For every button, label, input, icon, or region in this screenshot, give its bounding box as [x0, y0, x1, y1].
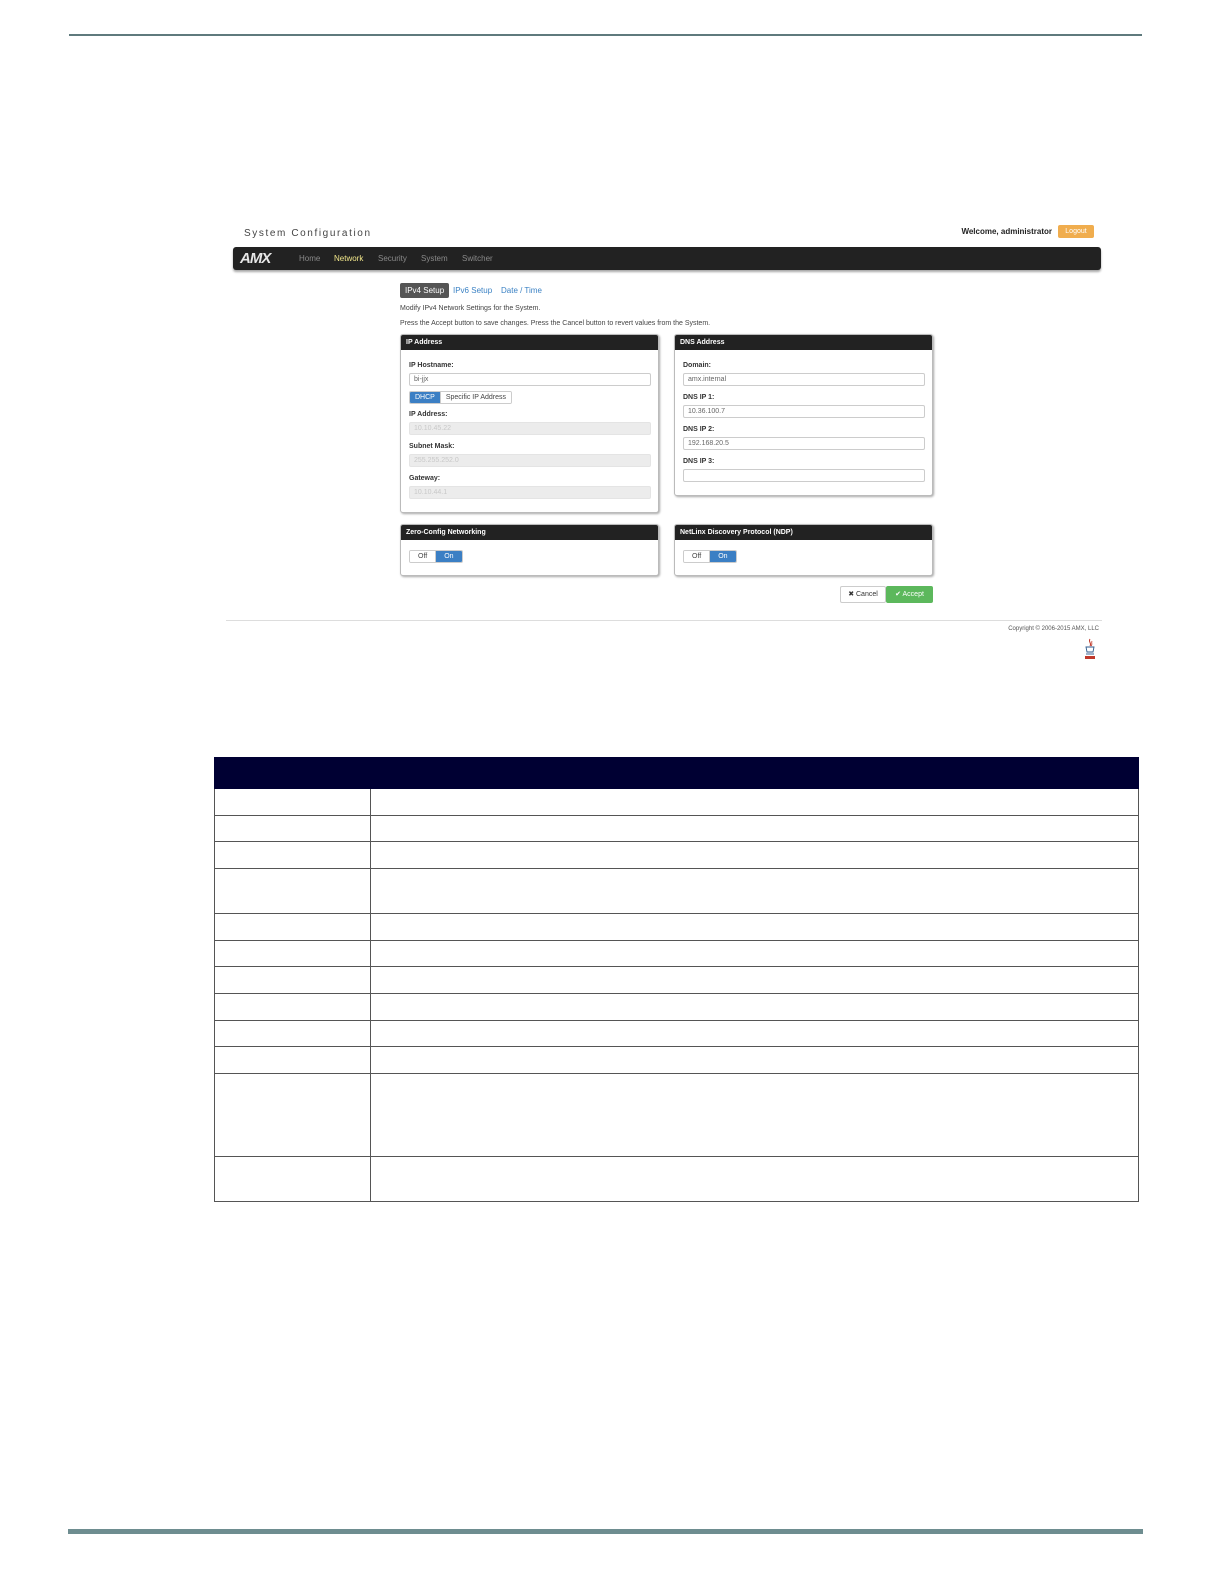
ip-address-panel — [400, 334, 659, 513]
ndp-panel — [674, 524, 933, 576]
panel-title: IP Address — [401, 335, 658, 350]
dns-ip-3-label: DNS IP 3: — [683, 458, 715, 465]
table-header-cell — [371, 758, 1139, 789]
table-cell — [371, 1047, 1139, 1074]
table-header-row — [215, 758, 1139, 789]
zero-config-on-button[interactable]: On — [435, 551, 461, 562]
subnet-mask-label: Subnet Mask: — [409, 443, 455, 450]
table-cell — [371, 869, 1139, 914]
hostname-label: IP Hostname: — [409, 362, 454, 369]
specific-ip-button[interactable]: Specific IP Address — [440, 392, 511, 403]
table-cell — [371, 816, 1139, 842]
dns-ip-1-label: DNS IP 1: — [683, 394, 715, 401]
nav-switcher[interactable]: Switcher — [462, 254, 493, 263]
domain-input[interactable]: amx.internal — [683, 373, 925, 386]
gateway-input[interactable]: 10.10.44.1 — [409, 486, 651, 499]
table-cell — [215, 1074, 371, 1157]
table-row — [215, 789, 1139, 816]
table-row — [215, 816, 1139, 842]
table-row — [215, 914, 1139, 941]
navbar — [233, 247, 1101, 270]
copyright-text: Copyright © 2006-2015 AMX, LLC — [1008, 626, 1099, 632]
hostname-input[interactable]: bi-jjx — [409, 373, 651, 386]
ndp-off-button[interactable]: Off — [684, 551, 709, 562]
nav-security[interactable]: Security — [378, 254, 407, 263]
table-cell — [371, 967, 1139, 994]
table-row — [215, 994, 1139, 1021]
table-cell — [215, 816, 371, 842]
table-cell — [215, 967, 371, 994]
cancel-button[interactable]: ✖ Cancel — [840, 586, 886, 603]
table-cell — [215, 789, 371, 816]
table-header-cell — [215, 758, 371, 789]
tab-ipv6-setup[interactable]: IPv6 Setup — [453, 286, 493, 295]
table-row — [215, 1074, 1139, 1157]
dns-ip-2-input[interactable]: 192.168.20.5 — [683, 437, 925, 450]
table-cell — [215, 869, 371, 914]
footer-divider — [226, 620, 1102, 621]
table-cell — [371, 1074, 1139, 1157]
ndp-on-button[interactable]: On — [709, 551, 735, 562]
welcome-text: Welcome, administrator — [961, 227, 1052, 236]
nav-network[interactable]: Network — [334, 254, 364, 263]
zero-config-off-button[interactable]: Off — [410, 551, 435, 562]
table-row — [215, 941, 1139, 967]
system-configuration-screenshot — [228, 220, 1108, 665]
table-cell — [371, 914, 1139, 941]
intro-line-2: Press the Accept button to save changes. Press the Cancel button to revert values from the System. — [400, 320, 711, 327]
logout-button[interactable]: Logout — [1058, 225, 1094, 238]
ip-mode-toggle — [409, 391, 512, 404]
dns-ip-2-label: DNS IP 2: — [683, 426, 715, 433]
tab-ipv4-setup[interactable]: IPv4 Setup — [400, 283, 449, 298]
table-row — [215, 869, 1139, 914]
table-cell — [371, 994, 1139, 1021]
intro-line-1: Modify IPv4 Network Settings for the System. — [400, 305, 541, 312]
description-table — [214, 757, 1139, 1202]
table-cell — [215, 941, 371, 967]
tab-date-time[interactable]: Date / Time — [501, 286, 542, 295]
page-bottom-rule — [68, 1529, 1143, 1534]
table-cell — [215, 994, 371, 1021]
panel-title: NetLinx Discovery Protocol (NDP) — [675, 525, 932, 540]
table-cell — [371, 1021, 1139, 1047]
subnet-mask-input[interactable]: 255.255.252.0 — [409, 454, 651, 467]
table-cell — [215, 914, 371, 941]
dns-ip-1-input[interactable]: 10.36.100.7 — [683, 405, 925, 418]
panel-title: Zero-Config Networking — [401, 525, 658, 540]
table-row — [215, 967, 1139, 994]
nav-home[interactable]: Home — [299, 254, 321, 263]
table-cell — [371, 1157, 1139, 1202]
ndp-toggle — [683, 550, 737, 563]
table-row — [215, 1047, 1139, 1074]
dns-address-panel — [674, 334, 933, 496]
table-cell — [215, 1047, 371, 1074]
table-cell — [215, 1157, 371, 1202]
page-top-rule — [69, 34, 1142, 36]
table-row — [215, 1157, 1139, 1202]
gateway-label: Gateway: — [409, 475, 441, 482]
ip-address-label: IP Address: — [409, 411, 448, 418]
table-cell — [371, 941, 1139, 967]
domain-label: Domain: — [683, 362, 711, 369]
accept-button[interactable]: ✔ Accept — [886, 586, 933, 603]
app-title: System Configuration — [244, 228, 372, 239]
amx-logo: AMX — [240, 250, 271, 267]
table-row — [215, 842, 1139, 869]
dns-ip-3-input[interactable] — [683, 469, 925, 482]
panel-title: DNS Address — [675, 335, 932, 350]
table-cell — [215, 842, 371, 869]
dhcp-button[interactable]: DHCP — [410, 392, 440, 403]
table-cell — [371, 842, 1139, 869]
table-cell — [371, 789, 1139, 816]
ip-address-input[interactable]: 10.10.45.22 — [409, 422, 651, 435]
nav-system[interactable]: System — [421, 254, 448, 263]
zero-config-toggle — [409, 550, 463, 563]
table-cell — [215, 1021, 371, 1047]
zero-config-panel — [400, 524, 659, 576]
table-row — [215, 1021, 1139, 1047]
java-icon — [1084, 638, 1096, 660]
